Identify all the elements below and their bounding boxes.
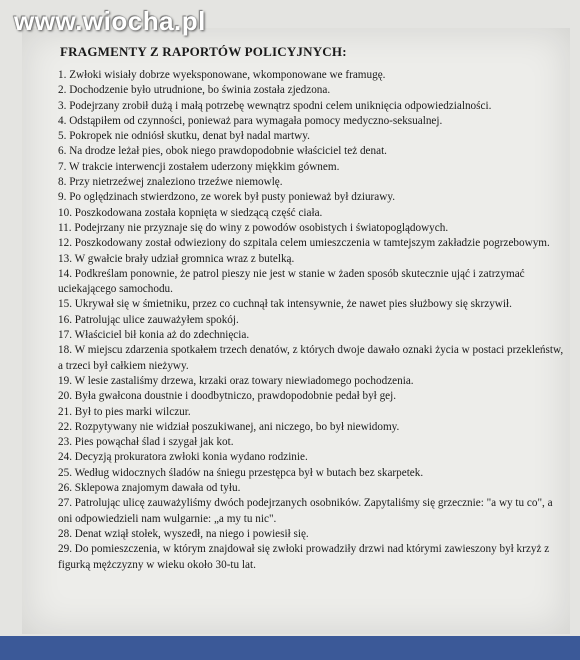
report-item: 14. Podkreślam ponownie, że patrol pieszy nie jest w stanie w żaden sposób skutecznie ująć i zatrzymać uciekającego samochodu. bbox=[58, 267, 525, 296]
report-item: 28. Denat wziął stołek, wyszedł, na niego i powiesił się. bbox=[58, 527, 309, 540]
report-item: 10. Poszkodowana została kopnięta w siedzącą część ciała. bbox=[58, 206, 323, 219]
report-item: 22. Rozpytywany nie widział poszukiwanej, ani niczego, bo był niewidomy. bbox=[58, 420, 400, 433]
report-item: 9. Po oględzinach stwierdzono, ze worek był pusty ponieważ był dziurawy. bbox=[58, 191, 395, 204]
report-item: 8. Przy nietrzeźwej znaleziono trzeźwe niemowlę. bbox=[58, 176, 283, 189]
report-item: 23. Pies powąchał ślad i szygał jak kot. bbox=[58, 436, 234, 449]
report-item: 26. Sklepowa znajomym dawała od tyłu. bbox=[58, 482, 241, 495]
report-item: 11. Podejrzany nie przyznaje się do winy z powodów osobistych i światopoglądowych. bbox=[58, 221, 449, 234]
report-item: 21. Był to pies marki wilczur. bbox=[58, 405, 191, 418]
report-item: 19. W lesie zastaliśmy drzewa, krzaki oraz towary niewiadomego pochodzenia. bbox=[58, 374, 414, 387]
report-item: 3. Podejrzany zrobił dużą i małą potrzebę wewnątrz spodni celem uniknięcia odpowiedzialności. bbox=[58, 99, 492, 112]
report-item: 20. Była gwałcona doustnie i doodbytniczo, prawdopodobnie pedał był gej. bbox=[58, 390, 397, 403]
report-item: 1. Zwłoki wisiały dobrze wyeksponowane, wkomponowane we framugę. bbox=[58, 69, 386, 81]
report-item: 24. Decyzją prokuratora zwłoki konia wydano rodzinie. bbox=[58, 451, 308, 464]
report-item: 4. Odstąpiłem od czynności, ponieważ para wymagała pomocy medyczno-seksualnej. bbox=[58, 114, 443, 127]
bottom-bar bbox=[0, 636, 580, 660]
report-item: 18. W miejscu zdarzenia spotkałem trzech denatów, z których dwoje dawało oznaki życia w postaci przekleństw, a trzeci był całkiem nieżywy. bbox=[58, 344, 564, 372]
report-item: 15. Ukrywał się w śmietniku, przez co cuchnął tak intensywnie, że nawet pies służbowy się skrzywił. bbox=[58, 298, 512, 311]
report-item: 6. Na drodze leżał pies, obok niego prawdopodobnie właściciel też denat. bbox=[58, 145, 387, 158]
report-list bbox=[58, 68, 568, 573]
report-item: 5. Pokropek nie odniósł skutku, denat był nadal martwy. bbox=[58, 130, 310, 143]
report-item: 17. Właściciel bił konia aż do zdechnięcia. bbox=[58, 329, 250, 342]
report-item: 12. Poszkodowany został odwieziony do szpitala celem umieszczenia w tamtejszym zakładzie pogrzebowym. bbox=[58, 237, 550, 250]
report-item: 25. Według widocznych śladów na śniegu przestępca był w butach bez skarpetek. bbox=[58, 466, 424, 479]
report-item: 27. Patrolując ulicę zauważyliśmy dwóch podejrzanych osobników. Zapytaliśmy się grzecznie: "a wy tu co", a oni odpowiedzieli nam wulgarnie: „a my tu nic". bbox=[58, 497, 553, 525]
report-item: 2. Dochodzenie było utrudnione, bo świnia została zjedzona. bbox=[58, 84, 331, 97]
report-item: 7. W trakcie interwencji zostałem uderzony miękkim gównem. bbox=[58, 160, 340, 173]
site-watermark: www.wiocha.pl bbox=[14, 6, 206, 36]
report-item: 29. Do pomieszczenia, w którym znajdował się zwłoki prowadziły drzwi nad którymi zawieszony był krzyż z figurką mężczyzny w wieku około 30-tu lat. bbox=[58, 543, 550, 571]
document-title: FRAGMENTY Z RAPORTÓW POLICYJNYCH: bbox=[60, 44, 347, 59]
report-item: 13. W gwałcie brały udział gromnica wraz z butelką. bbox=[58, 252, 295, 265]
report-item: 16. Patrolując ulice zauważyłem spokój. bbox=[58, 313, 239, 326]
